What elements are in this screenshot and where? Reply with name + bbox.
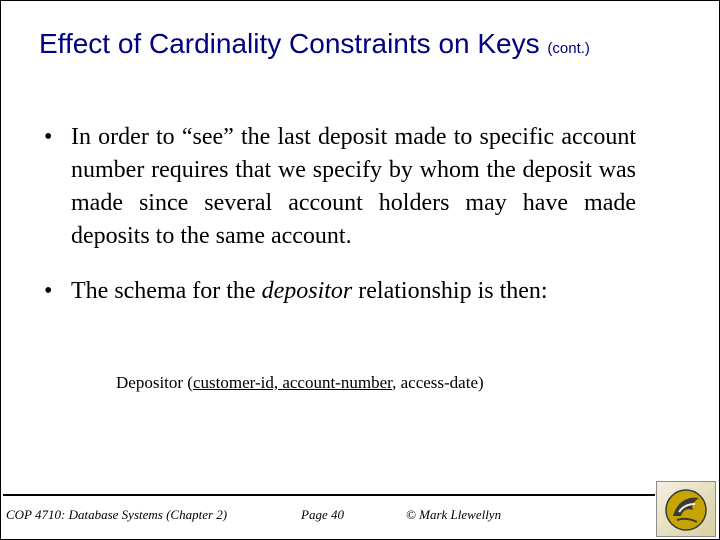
schema-definition [116, 373, 484, 393]
footer-copyright: © Mark Llewellyn [406, 507, 502, 522]
slide-title-text: Effect of Cardinality Constraints on Keys [39, 28, 540, 59]
bullet-list [44, 121, 636, 308]
bullet-emphasis: depositor [261, 278, 353, 304]
schema-primary-key: customer-id, account-number [192, 373, 393, 392]
schema-rest: , access-date) [392, 373, 484, 392]
bullet-text: In order to “see” the last deposit made to specific account number requires that we specify by whom the deposit was made since several account holders may have made deposits to the same account. [71, 124, 636, 249]
ucf-pegasus-logo-icon [656, 481, 716, 537]
slide-title [39, 27, 590, 66]
bullet-text: The schema for the [71, 278, 262, 304]
footer-divider [3, 494, 655, 496]
footer-course: COP 4710: Database Systems (Chapter 2) [6, 507, 228, 522]
slide-title-suffix: (cont.) [547, 40, 590, 57]
footer-page-number: Page 40 [301, 507, 344, 522]
bullet-text-end: relationship is then: [352, 278, 548, 304]
bullet-marker: • [44, 124, 53, 150]
bullet-marker: • [44, 278, 53, 304]
bullet-item [44, 275, 636, 308]
schema-relation-name: Depositor [116, 373, 184, 392]
schema-open-paren: ( [183, 373, 193, 392]
bullet-item [44, 121, 636, 253]
logo-graphic [657, 482, 715, 536]
